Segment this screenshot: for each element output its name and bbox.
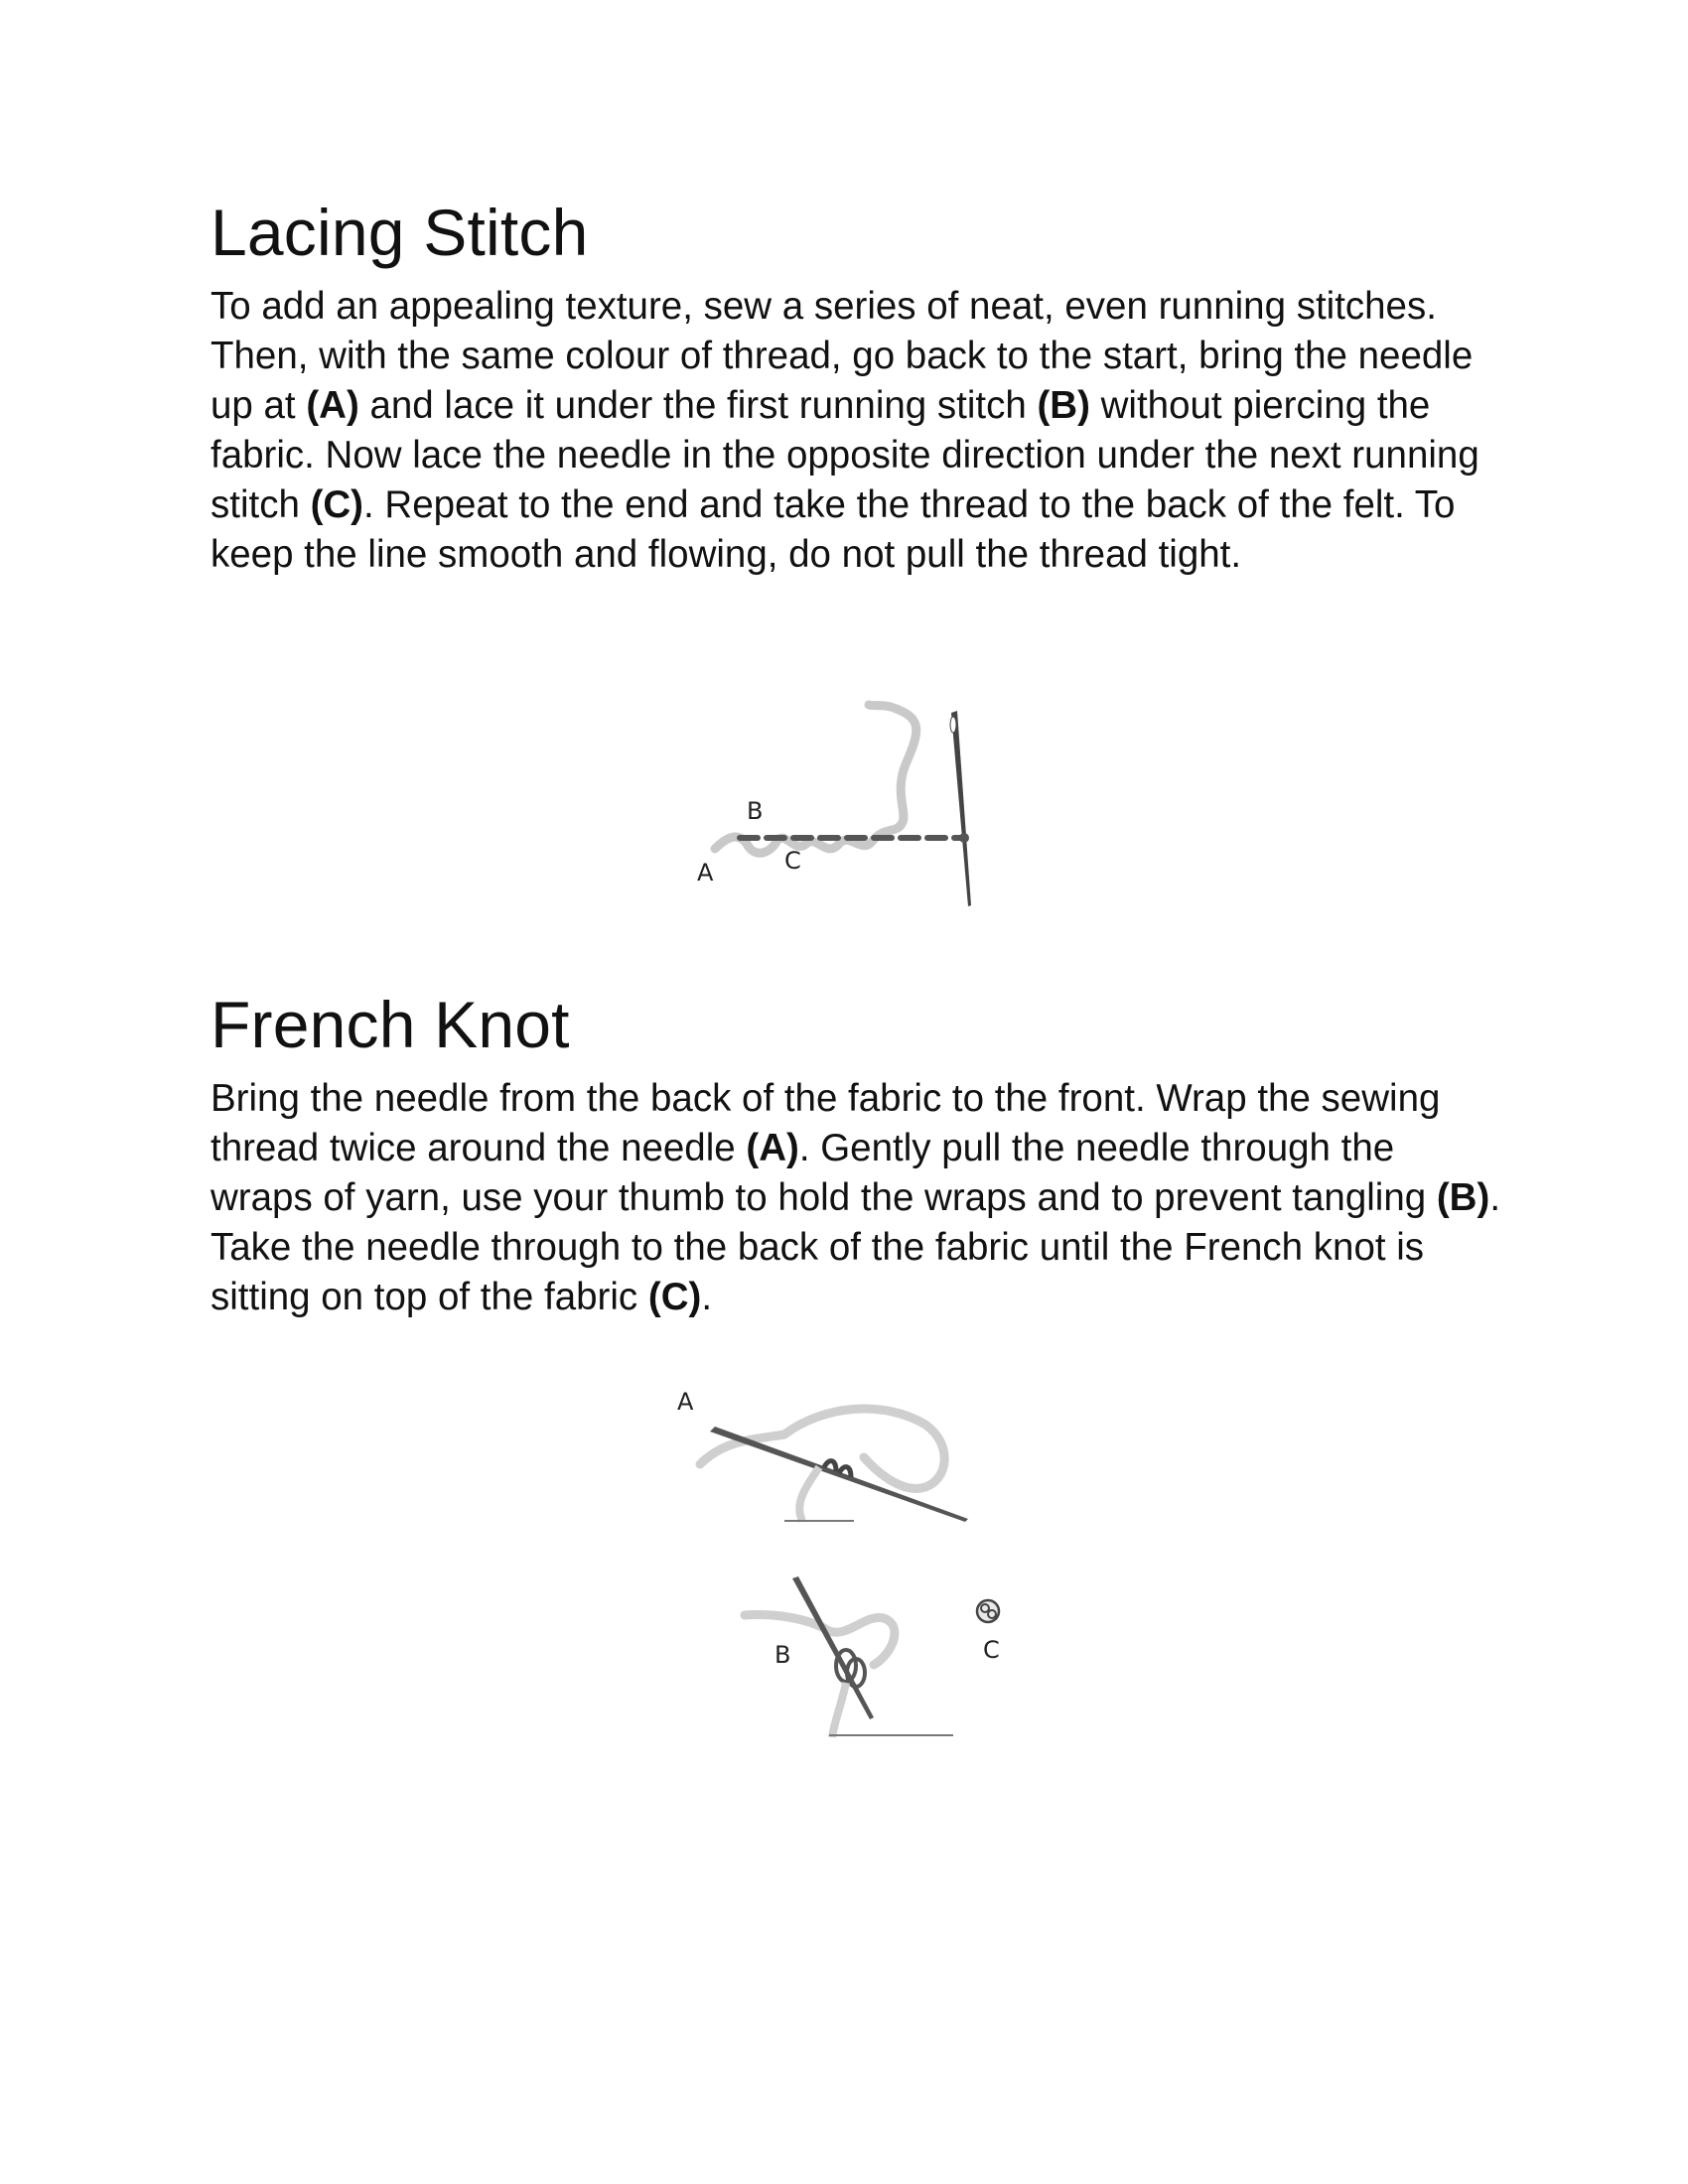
lacing-label-c: C	[784, 847, 801, 875]
french-label-a: A	[677, 1388, 694, 1416]
french-ref-c: (C)	[647, 1276, 702, 1319]
lacing-text-1: To add an appealing texture, sew a series of neat, even running stitches. Then, with the same colour of thread, go back to the start, bring the needle up at	[211, 285, 1474, 428]
needle-eye	[950, 717, 956, 733]
needle-icon	[951, 711, 971, 906]
needle-entry-point	[959, 833, 969, 843]
thread-to-fabric	[832, 1683, 846, 1737]
lacing-thread	[715, 705, 916, 853]
lacing-ref-b: (B)	[1037, 384, 1090, 428]
french-knot-illustration-bc	[735, 1573, 1013, 1742]
french-text-1: Bring the needle from the back of the fabric to the front. Wrap the sewing thread twice around the needle	[211, 1077, 1441, 1170]
french-thread-loop	[700, 1409, 944, 1488]
needle-icon	[710, 1427, 968, 1522]
lacing-label-b: B	[747, 797, 764, 825]
french-label-c: C	[983, 1636, 1000, 1664]
french-ref-a: (A)	[746, 1127, 799, 1170]
french-label-b: B	[774, 1641, 791, 1669]
french-text-3: . Take the needle through to the back of the fabric until the French knot is sitting on top of the fabric	[211, 1176, 1501, 1319]
french-ref-b: (B)	[1436, 1176, 1490, 1220]
french-knot-illustration-a	[665, 1380, 983, 1529]
french-text-2: . Gently pull the needle through the wraps of yarn, use your thumb to hold the wraps and to prevent tangling	[211, 1127, 1437, 1220]
lacing-text-3: without piercing the fabric. Now lace the needle in the opposite direction under the next running stitch	[211, 384, 1479, 527]
lacing-stitch-illustration	[685, 695, 1003, 918]
finished-knot-icon	[977, 1600, 999, 1622]
lacing-stitch-instructions	[211, 282, 1501, 580]
needle-icon	[792, 1576, 874, 1719]
french-text-4: .	[701, 1276, 713, 1319]
thread-to-fabric	[799, 1467, 819, 1521]
lacing-label-a: A	[697, 859, 714, 887]
lacing-stitch-heading: Lacing Stitch	[211, 196, 589, 269]
french-knot-section	[211, 986, 1501, 1322]
french-knot-heading: French Knot	[211, 988, 570, 1061]
lacing-ref-c: (C)	[310, 483, 364, 527]
french-knot-instructions	[211, 1074, 1501, 1322]
lacing-text-2: and lace it under the first running stitch	[358, 384, 1038, 428]
lacing-stitch-section	[211, 194, 1501, 580]
lacing-ref-a: (A)	[306, 384, 359, 428]
lacing-text-4: . Repeat to the end and take the thread to the back of the felt. To keep the line smooth and flowing, do not pull the thread tight.	[211, 483, 1456, 577]
